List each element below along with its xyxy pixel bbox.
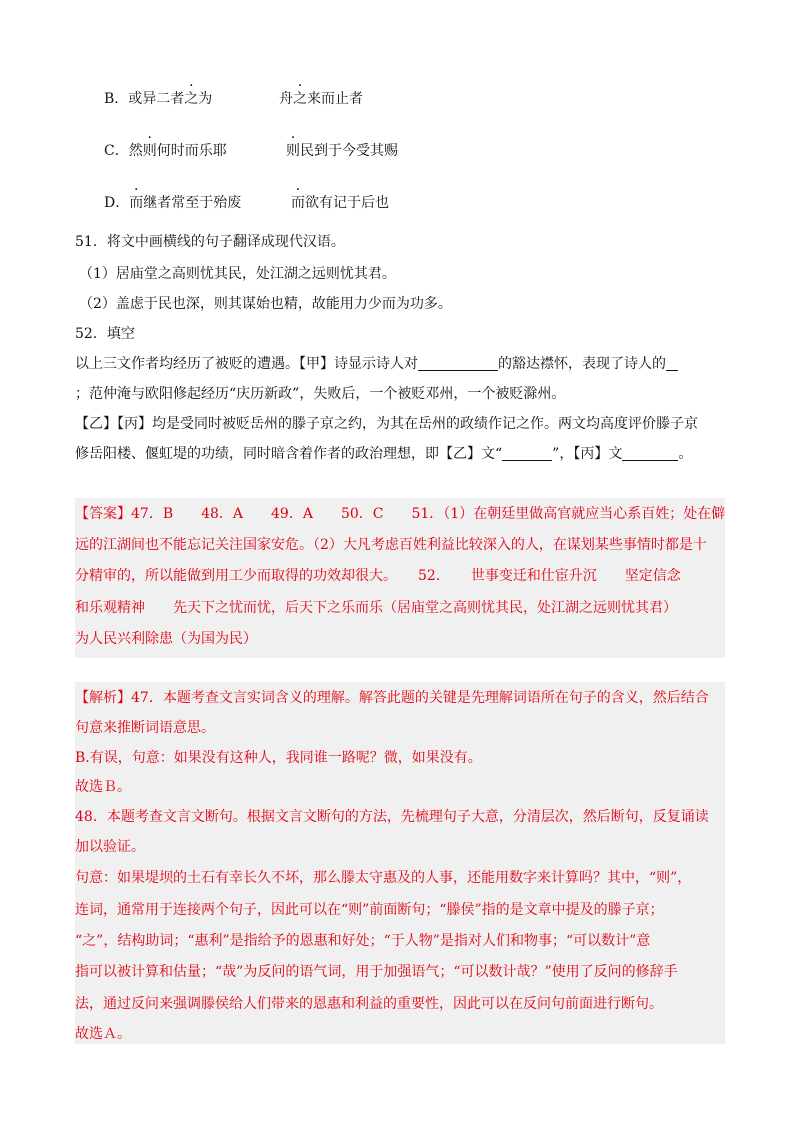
- answer-line-4: 和乐观精神 先天下之忧而忧，后天下之乐而乐（居庙堂之高则忧其民，处江湖之远则忧其君）: [75, 600, 677, 616]
- emphasis-char: 之: [184, 91, 199, 107]
- q51-item-2: （2）盖虑于民也深，则其谋始也精，故能用力少而为功多。: [79, 296, 452, 312]
- q52-paragraph-line-1: 以上三文作者均经历了被贬的遭遇。【甲】诗显示诗人对 的豁达襟怀，表现了诗人的: [75, 354, 678, 374]
- analysis-line-4: 故选Ｂ。: [75, 779, 131, 795]
- emphasis-char: 则: [142, 143, 157, 159]
- option-c-right: 则民到于今受其赐: [286, 143, 398, 159]
- answer-line-1: 【答案】47．B 48．A 49．A 50．C 51．（1）在朝廷里做高官就应当心系百姓；处在僻: [75, 506, 726, 522]
- answer-line-5: 为人民兴利除患（为国为民）: [75, 631, 257, 647]
- analysis-line-5: 48．本题考查文言文断句。根据文言文断句的方法，先梳理句子大意，分清层次，然后断句，反复诵读: [75, 809, 709, 825]
- option-label: D．: [104, 195, 130, 211]
- analysis-line-12: 故选Ａ。: [75, 1026, 131, 1042]
- analysis-line-7: 句意：如果堤坝的土石有幸长久不坏，那么滕太守惠及的人事，还能用数字来计算吗？其中，“则”，: [75, 870, 692, 886]
- option-b: B．或异二者之为: [104, 91, 213, 107]
- answer-blank: [622, 446, 678, 461]
- q51-title: 51．将文中画横线的句子翻译成现代汉语。: [75, 234, 345, 250]
- analysis-line-9: “之”，结构助词；“惠利”是指给予的恩惠和好处；“于人物”是指对人们和物事；“可以数计”意: [75, 933, 651, 949]
- q52-paragraph-line-3: 【乙】【丙】均是受同时被贬岳州的滕子京之约，为其在岳州的政绩作记之作。两文均高度评价滕子京: [75, 416, 698, 432]
- analysis-line-11: 法，通过反问来强调滕侯给人们带来的恩惠和利益的重要性，因此可以在反问句前面进行断句。: [75, 996, 663, 1012]
- analysis-line-6: 加以验证。: [75, 839, 145, 855]
- q52-paragraph-line-2: ；范仲淹与欧阳修起经历“庆历新政”，失败后，一个被贬邓州，一个被贬滁州。: [75, 386, 566, 402]
- analysis-line-10: 指可以被计算和估量；“哉”为反问的语气词，用于加强语气；“可以数计哉？”使用了反问的修辞手: [75, 964, 678, 980]
- analysis-line-1: 【解析】47．本题考查文言实词含义的理解。解答此题的关键是先理解词语所在句子的含义，然后结合: [75, 690, 709, 706]
- q52-title: 52．填空: [75, 326, 135, 342]
- answer-blank: [666, 356, 678, 371]
- option-c: C．然则何时而乐耶: [104, 143, 227, 159]
- analysis-line-8: 连词，通常用于连接两个句子，因此可以在“则”前面断句；“滕侯”指的是文章中提及的滕子京；: [75, 902, 664, 918]
- q52-paragraph-line-4: 修岳阳楼、偃虹堤的功绩，同时暗含着作者的政治理想，即【乙】文“ ”，【丙】文 。: [75, 446, 693, 462]
- option-label: B．: [104, 91, 129, 107]
- option-label: C．: [104, 143, 129, 159]
- analysis-line-3: B.有误，句意：如果没有这种人，我同谁一路呢？微，如果没有。: [75, 750, 482, 766]
- emphasis-char: 之: [293, 91, 307, 107]
- emphasis-char: 而: [129, 195, 144, 211]
- option-b-right: 舟之来而止者: [279, 91, 363, 107]
- answer-blank: [502, 446, 552, 461]
- option-d-right: 而欲有记于后也: [291, 195, 389, 211]
- emphasis-char: 而: [291, 195, 305, 211]
- answer-line-2: 远的江湖间也不能忘记关注国家安危。（2）大凡考虑百姓利益比较深入的人，在谋划某些事情时都是十: [75, 537, 707, 553]
- answer-blank: [418, 356, 498, 371]
- emphasis-char: 则: [286, 143, 300, 159]
- answer-line-3: 分精审的，所以能做到用工少而取得的功效却很大。 52． 世事变迁和仕宦升沉 坚定信念: [75, 568, 681, 584]
- analysis-line-2: 句意来推断词语意思。: [75, 720, 215, 736]
- q51-item-1: （1）居庙堂之高则忧其民，处江湖之远则忧其君。: [79, 266, 396, 282]
- option-d: D．而继者常至于殆废: [104, 195, 242, 211]
